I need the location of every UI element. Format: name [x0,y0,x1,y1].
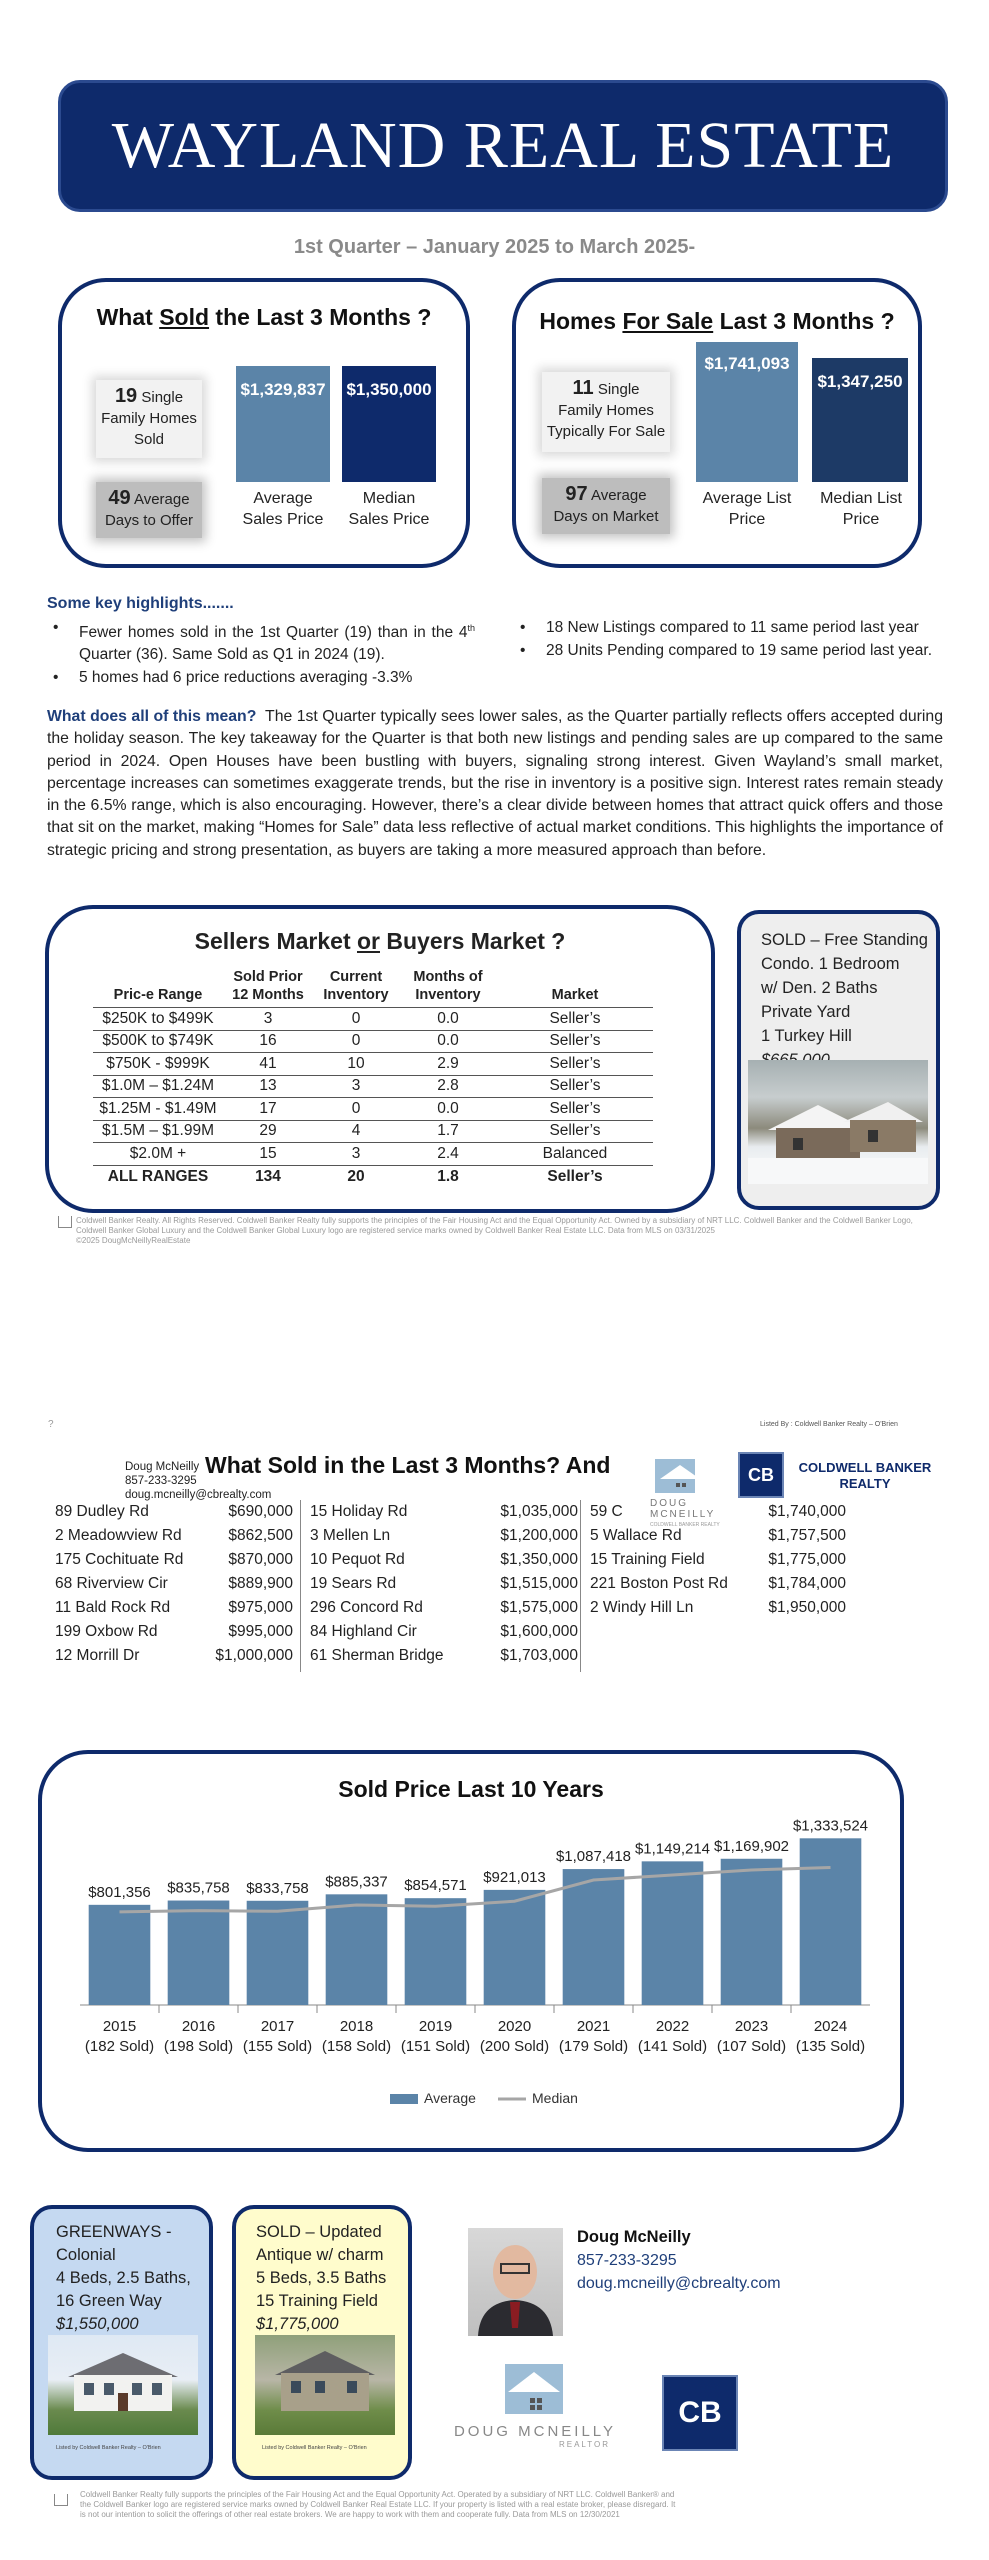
sold-address: 15 Training Field [590,1551,705,1568]
table-row [93,1030,653,1053]
sold-address: 89 Dudley Rd [55,1503,149,1520]
sold-address: 199 Oxbow Rd [55,1623,158,1640]
summary-lead: What does all of this mean? [47,708,257,725]
house-logo-icon [450,2360,620,2418]
sold-list-item [590,1524,846,1548]
title-banner [58,80,948,212]
sold-address: 3 Mellen Ln [310,1527,391,1544]
col-header-inventory: Current Inventory [323,969,389,1003]
table-row [93,1008,653,1031]
sold-price: $1,784,000 [768,1575,846,1592]
table-row [93,1075,653,1098]
listed-by-note: Listed By : Coldwell Banker Realty – O'Brien [760,1421,898,1428]
table-cell: 2.8 [399,1075,497,1098]
sold-list-col3 [590,1500,846,1620]
coldwell-banker-mark-top: CB [738,1452,784,1498]
median-sales-label: Median Sales Price [348,490,430,528]
card-line: w/ Den. 2 Baths [761,979,878,997]
bar-2016 [168,1901,230,2005]
sold-address: 11 Bald Rock Rd [55,1599,171,1616]
sold-address: 2 Meadowview Rd [55,1527,182,1544]
highlights-left-list [47,617,475,690]
condo-photo [748,1060,928,1184]
sold-list-item [55,1524,293,1548]
card-line: 15 Training Field [256,2292,378,2310]
legend-average-swatch [390,2094,418,2104]
house-logo-icon [650,1455,740,1495]
table-cell: 0.0 [399,1008,497,1031]
table-cell: $500K to $749K [93,1030,223,1053]
table-cell: Seller’s [497,1075,653,1098]
tick-sublabel: (151 Sold) [400,2038,471,2055]
table-cell: 13 [223,1075,313,1098]
sold-address: 12 Morrill Dr [55,1647,140,1664]
sold-address: 61 Sherman Bridge [310,1647,444,1664]
table-row [93,1165,653,1188]
dm-logo-subtext: REALTOR [558,2440,610,2449]
table-cell: 4 [313,1120,399,1143]
dm-logo-bottom [450,2360,620,2450]
tick-label: 2024 [813,2018,848,2035]
tick-label: 2017 [260,2018,295,2035]
agent-name: Doug McNeilly [577,2228,691,2246]
highlight-item: • Fewer homes sold in the 1st Quarter (19) than in the 4th Quarter (36). Same Sold as Q1 in 2024 (19). [47,617,475,666]
table-cell: 0 [313,1098,399,1121]
sold-list-item [590,1596,846,1620]
sold-price: $1,035,000 [500,1503,578,1520]
sold-price: $975,000 [228,1599,293,1616]
sold-list-item [590,1548,846,1572]
card-line: 4 Beds, 2.5 Baths, [56,2269,191,2287]
tick-label: 2023 [734,2018,769,2035]
table-cell: 0.0 [399,1030,497,1053]
sold-list-item [310,1644,578,1668]
sold-list-item [590,1500,846,1524]
col-divider [580,1500,581,1672]
training-field-house-photo [255,2335,395,2435]
bar-2018 [326,1894,388,2005]
sold-list-item [310,1596,578,1620]
tick-sublabel: (135 Sold) [795,2038,866,2055]
sold-price: $1,740,000 [768,1503,846,1520]
avg-list-price-bar: $1,741,093 [696,342,798,482]
tick-label: 2016 [181,2018,216,2035]
table-cell: 0 [313,1008,399,1031]
card-line: Colonial [56,2246,116,2264]
bar-2021 [563,1869,625,2005]
card-line: 1 Turkey Hill [761,1027,852,1045]
agent-mini-name: Doug McNeilly [125,1461,200,1473]
sold-list-item [55,1596,293,1620]
sold-list-item [590,1572,846,1596]
market-summary-paragraph [47,706,943,862]
sold-address: 19 Sears Rd [310,1575,397,1592]
sold-address: 175 Cochituate Rd [55,1551,184,1568]
agent-portrait [468,2228,563,2336]
sold-address: 59 C [590,1503,623,1520]
for-sale-panel-title: Homes For Sale Last 3 Months ? [539,308,895,334]
sold-list-item [310,1500,578,1524]
quarter-subtitle: 1st Quarter – January 2025 to March 2025- [293,236,696,258]
table-cell: 134 [223,1165,313,1188]
data-label: $854,571 [404,1877,467,1895]
avg-sales-label: Average Sales Price [242,490,324,528]
equal-housing-icon [58,1216,72,1228]
data-label: $921,013 [483,1868,546,1886]
training-field-listed-by: Listed by Coldwell Banker Realty – O'Brien [262,2445,367,2451]
table-cell: 10 [313,1053,399,1076]
avg-list-label: Average List Price [702,490,792,528]
tick-sublabel: (155 Sold) [242,2038,313,2055]
for-sale-stats-panel [512,278,922,568]
table-cell: 1.8 [399,1165,497,1188]
sold-price: $1,200,000 [500,1527,578,1544]
tick-sublabel: (200 Sold) [479,2038,550,2055]
sold-address: 68 Riverview Cir [55,1575,168,1592]
sold-price: $1,000,000 [215,1647,293,1664]
table-cell: Seller’s [497,1008,653,1031]
table-cell: Seller’s [497,1098,653,1121]
agent-mini-email: doug.mcneilly@cbrealty.com [125,1489,272,1501]
sold-price: $870,000 [228,1551,293,1568]
card-line: Private Yard [761,1003,851,1021]
table-cell: $1.25M - $1.49M [93,1098,223,1121]
summary-body: The 1st Quarter typically sees lower sales, as the Quarter partially reflects offers accepted during the holiday season. The key takeaway for the Quarter is that both new listings and pending sales are up compared to the same period in 2024. Open Houses have been bustling with buyers, signaling strong interest. Given Wayland’s small market, percentage increases can sometimes exaggerate trends, but the rise in inventory is a positive sign. Interest rates remain steady in the 6.5% range, which is also encouraging. However, there’s a clear divide between homes that attract quick offers and those that sit on the market, making “Homes for Sale” data less reflective of actual market conditions. This highlights the importance of strategic pricing and strong presentation, as buyers are taking a more measured approach than before. [47,708,943,859]
data-label: $1,087,418 [555,1848,632,1866]
table-cell: 2.4 [399,1143,497,1166]
sold-list-item [55,1548,293,1572]
sold-list-item [55,1500,293,1524]
table-cell: 15 [223,1143,313,1166]
sold-address: 221 Boston Post Rd [590,1575,728,1592]
table-cell: $1.5M – $1.99M [93,1120,223,1143]
sold-list-item [310,1548,578,1572]
table-cell: Balanced [497,1143,653,1166]
sold-price-chart [80,1815,870,2125]
highlight-item: • 5 homes had 6 price reductions averaging -3.3% [47,667,475,689]
sold-price: $889,900 [228,1575,293,1592]
table-cell: 1.7 [399,1120,497,1143]
highlight-item: • 18 New Listings compared to 11 same period last year [514,617,944,639]
sold-list-item [310,1524,578,1548]
agent-email[interactable]: doug.mcneilly@cbrealty.com [577,2275,781,2292]
median-list-price-bar: $1,347,250 [812,358,908,482]
bar-2019 [405,1898,467,2005]
market-table-body [93,1008,653,1188]
homes-sold-chip: 19 Single Family Homes Sold [96,380,202,458]
agent-phone[interactable]: 857-233-3295 [577,2252,677,2269]
table-cell: $1.0M – $1.24M [93,1075,223,1098]
col-header-market: Market [551,987,599,1003]
sold-address: 15 Holiday Rd [310,1503,408,1520]
sold-list-col2 [310,1500,578,1668]
sold-price: $1,515,000 [500,1575,578,1592]
col-header-price-range: Pric-e Range [113,987,203,1003]
table-row [93,1098,653,1121]
data-label: $1,169,902 [713,1837,790,1855]
data-label: $1,149,214 [634,1840,711,1858]
sold-panel-title: What Sold the Last 3 Months ? [96,304,432,330]
sold-list-item [55,1572,293,1596]
page-title: WAYLAND REAL ESTATE [111,109,895,182]
data-label: $835,758 [167,1879,230,1897]
market-table [93,966,653,1188]
table-cell: Seller’s [497,1165,653,1188]
tick-sublabel: (182 Sold) [84,2038,155,2055]
table-cell: ALL RANGES [93,1165,223,1188]
col-header-sold: Sold Prior 12 Months [232,969,304,1003]
card-line: Condo. 1 Bedroom [761,955,900,973]
sold-list-item [55,1644,293,1668]
sold-list-heading: What Sold in the Last 3 Months? And [205,1452,611,1478]
bar-2015 [89,1905,151,2005]
table-row [93,1143,653,1166]
avg-sales-price-bar: $1,329,837 [236,366,330,482]
sold-list-item [310,1620,578,1644]
coldwell-banker-text-top: COLDWELL BANKER REALTY [798,1460,932,1491]
chart-title: Sold Price Last 10 Years [338,1776,604,1802]
table-cell: 41 [223,1053,313,1076]
disclaimer-top: Coldwell Banker Realty. All Rights Reserved. Coldwell Banker Realty fully supports the principles of the Fair Housing Act and the Equal Opportunity Act. Owned by a subsidiary of NRT LLC. Coldwell Banker and the Coldwell Banker Logo, Coldwell Banker Global Luxury and the Coldwell Banker Global Luxury logo are registered service marks owned by Coldwell Banker Real Estate LLC. Data from MLS on 03/31/2025 ©2025 DougMcNeillyRealEstate [76,1216,913,1245]
sold-price: $862,500 [228,1527,293,1544]
table-cell: $250K to $499K [93,1008,223,1031]
sold-address: 84 Highland Cir [310,1623,417,1640]
sold-address: 296 Concord Rd [310,1599,423,1616]
card-line: SOLD – Free Standing [761,931,928,949]
median-sales-price-bar: $1,350,000 [342,366,436,482]
days-to-offer-chip: 49 Average Days to Offer [96,482,202,538]
page-marker: ? [48,1419,54,1430]
table-cell: 16 [223,1030,313,1053]
tick-label: 2019 [418,2018,453,2035]
table-cell: 0 [313,1030,399,1053]
sold-price: $1,775,000 [768,1551,846,1568]
col-header-months: Months of Inventory [413,969,483,1003]
sold-address: 10 Pequot Rd [310,1551,405,1568]
tick-sublabel: (179 Sold) [558,2038,629,2055]
sold-price: $995,000 [228,1623,293,1640]
tick-sublabel: (198 Sold) [163,2038,234,2055]
table-cell: Seller’s [497,1053,653,1076]
bar-2023 [721,1859,783,2005]
tick-label: 2015 [102,2018,137,2035]
sold-address: 5 Wallace Rd [590,1527,682,1544]
tick-sublabel: (107 Sold) [716,2038,787,2055]
card-price: $1,775,000 [256,2315,339,2333]
data-label: $801,356 [88,1883,151,1901]
table-cell: 3 [313,1075,399,1098]
sold-price: $1,757,500 [768,1527,846,1544]
card-price: $1,550,000 [56,2315,139,2333]
data-label: $833,758 [246,1879,309,1897]
sold-price: $1,350,000 [500,1551,578,1568]
dm-logo-text: DOUG MCNEILLY [650,1498,716,1520]
sold-list-col1 [55,1500,293,1668]
greenways-listed-by: Listed by Coldwell Banker Realty – O'Brien [56,2445,161,2451]
card-line: 5 Beds, 3.5 Baths [256,2269,387,2287]
dm-logo-text: DOUG MCNEILLY [453,2423,617,2440]
tick-label: 2021 [576,2018,611,2035]
sold-list-item [310,1572,578,1596]
tick-label: 2022 [655,2018,690,2035]
tick-label: 2020 [497,2018,532,2035]
sold-price: $1,600,000 [500,1623,578,1640]
agent-mini-phone: 857-233-3295 [125,1475,197,1487]
sold-price: $1,575,000 [500,1599,578,1616]
market-table-title: Sellers Market or Buyers Market ? [194,928,566,954]
card-line: 16 Green Way [56,2292,162,2310]
legend-average-label: Average [424,2090,476,2106]
data-label: $1,333,524 [792,1817,869,1835]
legend-median-label: Median [532,2090,578,2106]
sold-price: $1,950,000 [768,1599,846,1616]
table-row [93,1053,653,1076]
table-row [93,1120,653,1143]
table-cell: 2.9 [399,1053,497,1076]
homes-for-sale-chip: 11 Single Family Homes Typically For Sale [542,372,670,452]
table-cell: $750K - $999K [93,1053,223,1076]
coldwell-banker-mark-bottom: CB [662,2375,738,2451]
col-divider [300,1500,301,1672]
table-cell: 0.0 [399,1098,497,1121]
equal-housing-icon [54,2494,68,2506]
bar-2017 [247,1901,309,2005]
card-line: Antique w/ charm [256,2246,384,2264]
table-cell: Seller’s [497,1120,653,1143]
dm-logo-subtext: COLDWELL BANKER REALTY [650,1522,720,1528]
bar-2022 [642,1861,704,2005]
table-cell: 17 [223,1098,313,1121]
sold-price: $1,703,000 [500,1647,578,1664]
card-line: GREENWAYS - [56,2223,172,2241]
sold-price: $690,000 [228,1503,293,1520]
disclaimer-bottom: Coldwell Banker Realty fully supports the principles of the Fair Housing Act and the Equal Opportunity Act. Operated by a subsidiary of NRT LLC. Coldwell Banker® and the Coldwell Banker logo are registered service marks owned by Coldwell Banker Real Estate LLC. If your property is listed with a real estate broker, please disregard. It is not our intention to solicit the offerings of other real estate brokers. We are happy to work with them and cooperate fully. Data from MLS on 12/30/2021 [80,2490,676,2519]
table-cell: Seller’s [497,1030,653,1053]
highlight-item: • 28 Units Pending compared to 19 same period last year. [514,640,944,662]
greenways-house-photo [48,2335,198,2435]
sold-address: 2 Windy Hill Ln [590,1599,694,1616]
highlights-right-list [514,617,944,663]
median-list-label: Median List Price [820,490,902,528]
table-cell: 3 [313,1143,399,1166]
bar-2020 [484,1890,546,2005]
table-header-row [93,966,653,1008]
sold-list-item [55,1620,293,1644]
table-cell: 3 [223,1008,313,1031]
bar-2024 [800,1838,862,2005]
tick-sublabel: (158 Sold) [321,2038,392,2055]
table-cell: 20 [313,1165,399,1188]
table-cell: $2.0M + [93,1143,223,1166]
data-label: $885,337 [325,1873,388,1891]
tick-sublabel: (141 Sold) [637,2038,708,2055]
tick-label: 2018 [339,2018,374,2035]
days-on-market-chip: 97 Average Days on Market [542,478,670,534]
table-cell: 29 [223,1120,313,1143]
highlights-title: Some key highlights....... [47,595,234,612]
sold-stats-panel [58,278,470,568]
card-line: SOLD – Updated [256,2223,382,2241]
